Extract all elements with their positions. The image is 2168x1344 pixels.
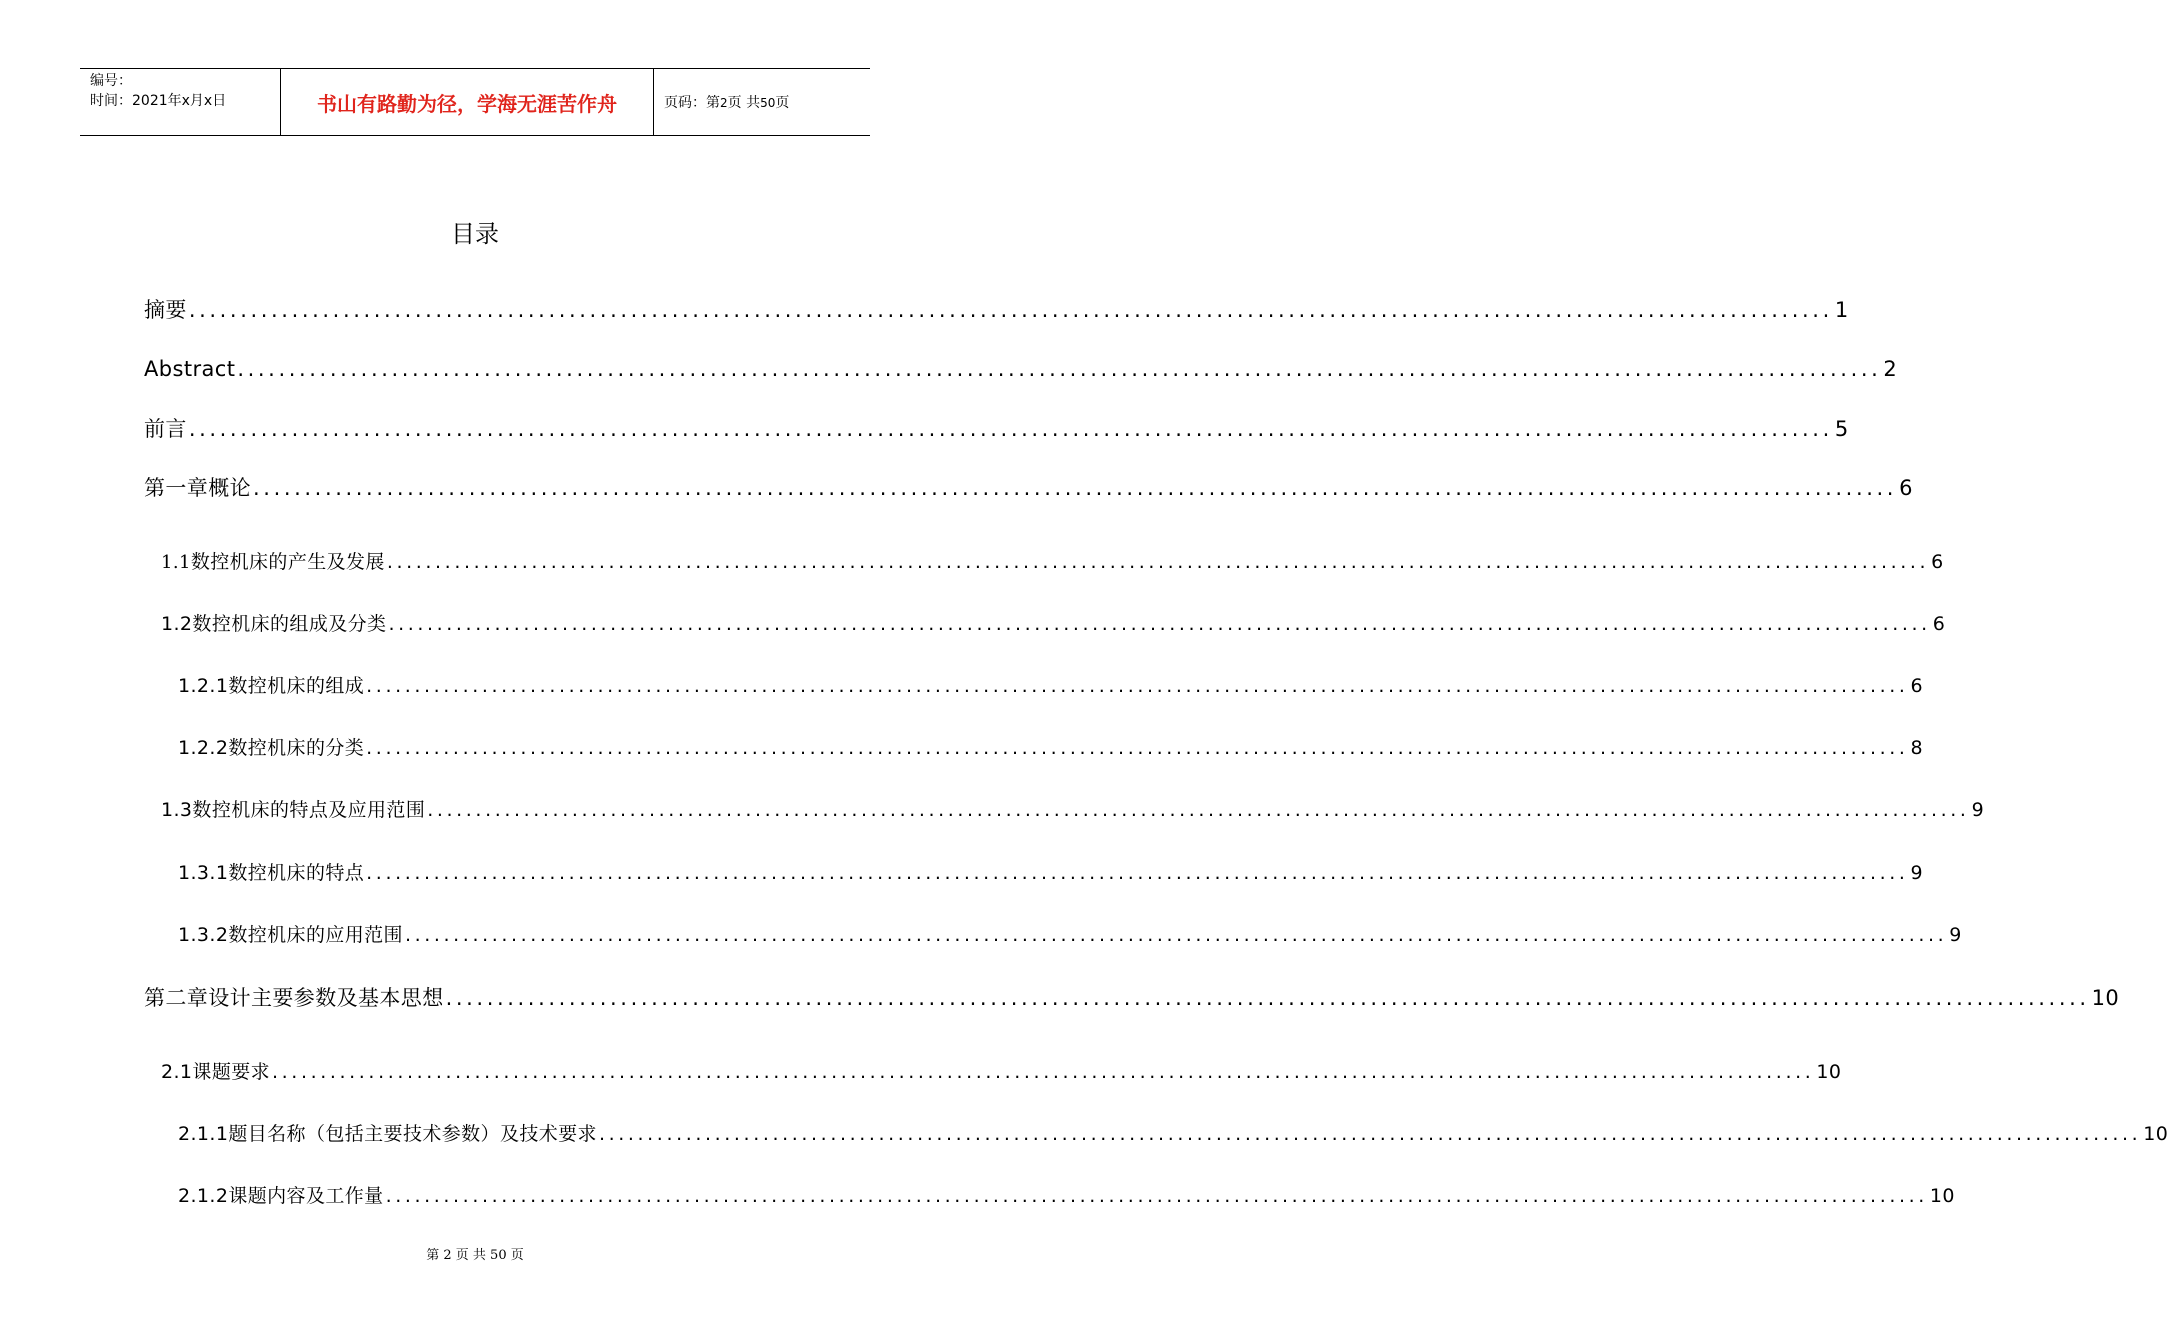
- toc-leader-dots: ................................................................................................................................................................: [272, 1061, 1815, 1083]
- toc-entry-text: 数控机床的分类: [228, 737, 365, 759]
- toc-entry-text: 摘要: [144, 298, 187, 322]
- toc-entry-number: 2.1.1: [178, 1123, 229, 1145]
- toc-entry-1-2[interactable]: [161, 611, 1946, 637]
- toc-entry-2-1-2[interactable]: [178, 1183, 1955, 1209]
- toc-entry-page: 1: [1834, 298, 1849, 322]
- toc-entry-text: 数控机床的组成及分类: [192, 613, 387, 635]
- toc-entry-text: 数控机床的应用范围: [228, 924, 403, 946]
- toc-leader-dots: ................................................................................................................................................................: [253, 476, 1898, 500]
- toc-entry-page: 10: [2091, 986, 2120, 1010]
- toc-entry-number: 1.3: [161, 799, 193, 821]
- toc-entry-text: 数控机床的组成: [228, 675, 365, 697]
- toc-entry-text: 数控机床的特点: [228, 862, 365, 884]
- toc-entry-page: 10: [1929, 1185, 1955, 1207]
- toc-entry-abstract-cn[interactable]: [144, 296, 1849, 324]
- document-number-label: 编号：: [90, 73, 132, 89]
- toc-entry-page: 6: [1932, 613, 1946, 635]
- toc-entry-page: 2: [1883, 357, 1898, 381]
- toc-leader-dots: ................................................................................................................................................................: [427, 799, 1970, 821]
- toc-entry-number: 2.1: [161, 1061, 193, 1083]
- toc-entry-page: 9: [1910, 862, 1923, 884]
- toc-entry-2-1-1[interactable]: [178, 1121, 2168, 1147]
- toc-leader-dots: ................................................................................................................................................................: [385, 1185, 1928, 1207]
- toc-entry-number: 2.1.2: [178, 1185, 229, 1207]
- toc-entry-number: 第一章: [144, 476, 209, 500]
- toc-entry-text: 课题内容及工作量: [228, 1185, 384, 1207]
- header-motto-cell: [281, 69, 654, 135]
- toc-entry-text: 数控机床的产生及发展: [190, 551, 385, 573]
- toc-leader-dots: ................................................................................................................................................................: [188, 417, 1833, 441]
- toc-entry-1-2-1[interactable]: [178, 673, 1923, 699]
- header-motto: 书山有路勤为径，学海无涯苦作舟: [317, 92, 617, 116]
- toc-entry-1-1[interactable]: [161, 549, 1944, 576]
- toc-entry-chapter-1[interactable]: [144, 474, 1913, 502]
- toc-entry-2-1[interactable]: [161, 1059, 1842, 1085]
- toc-leader-dots: ................................................................................................................................................................: [404, 924, 1948, 946]
- toc-entry-text: 概论: [208, 476, 252, 500]
- toc-leader-dots: ................................................................................................................................................................: [366, 675, 1909, 697]
- page-header: [80, 68, 870, 136]
- toc-entry-text: 课题要求: [192, 1061, 271, 1083]
- page-mid: 页 共: [727, 95, 761, 111]
- page-suffix: 页: [775, 95, 790, 111]
- toc-entry-abstract-en[interactable]: [144, 355, 1898, 383]
- toc-entry-number: 1.3.1: [178, 862, 229, 884]
- document-time-label: 时间：2021年x月x日: [90, 93, 227, 109]
- toc-entry-page: 6: [1899, 476, 1913, 500]
- toc-leader-dots: ................................................................................................................................................................: [366, 737, 1909, 759]
- toc-entry-preface[interactable]: [144, 415, 1849, 443]
- toc-entry-page: 10: [2143, 1123, 2168, 1145]
- toc-entry-number: 1.2.2: [178, 737, 229, 759]
- toc-entry-chapter-2[interactable]: [144, 984, 2120, 1012]
- page-current: 2: [720, 96, 728, 110]
- toc-entry-text: Abstract: [144, 357, 236, 381]
- toc-entry-number: 1.2.1: [178, 675, 229, 697]
- toc-leader-dots: ................................................................................................................................................................: [598, 1123, 2142, 1145]
- toc-entry-1-2-2[interactable]: [178, 735, 1923, 761]
- header-meta-cell: [80, 69, 281, 135]
- toc-entry-1-3-2[interactable]: [178, 922, 1962, 948]
- page-total: 50: [760, 96, 776, 110]
- toc-entry-page: 6: [1910, 675, 1923, 697]
- toc-entry-text: 数控机床的特点及应用范围: [192, 799, 426, 821]
- toc-entry-text: 设计主要参数及基本思想: [208, 986, 444, 1010]
- toc-entry-number: 第二章: [144, 986, 209, 1010]
- page-title: 目录: [451, 220, 499, 248]
- toc-leader-dots: ................................................................................................................................................................: [386, 551, 1930, 573]
- toc-leader-dots: ................................................................................................................................................................: [237, 357, 1882, 381]
- toc-leader-dots: ................................................................................................................................................................: [445, 986, 2090, 1010]
- toc-leader-dots: ................................................................................................................................................................: [188, 298, 1833, 322]
- toc-entry-number: 1.2: [161, 613, 193, 635]
- header-pager-cell: [654, 69, 870, 135]
- toc-entry-number: 1.1: [161, 552, 191, 573]
- toc-entry-page: 9: [1971, 799, 1985, 821]
- toc-entry-page: 9: [1949, 924, 1962, 946]
- toc-entry-page: 5: [1834, 417, 1849, 441]
- toc-entry-page: 6: [1931, 551, 1944, 573]
- toc-entry-1-3-1[interactable]: [178, 860, 1923, 886]
- page-footer: 第 2 页 共 50 页: [426, 1248, 524, 1263]
- toc-leader-dots: ................................................................................................................................................................: [366, 862, 1909, 884]
- page-prefix: 页码：第: [664, 95, 720, 111]
- header-page-indicator: [664, 94, 789, 112]
- toc-entry-number: 1.3.2: [178, 924, 229, 946]
- toc-entry-text: 前言: [144, 417, 187, 441]
- toc-entry-page: 10: [1816, 1061, 1842, 1083]
- toc-leader-dots: ................................................................................................................................................................: [388, 613, 1931, 635]
- toc-entry-text: 题目名称（包括主要技术参数）及技术要求: [228, 1123, 597, 1145]
- toc-entry-1-3[interactable]: [161, 797, 1985, 823]
- toc-entry-page: 8: [1910, 737, 1923, 759]
